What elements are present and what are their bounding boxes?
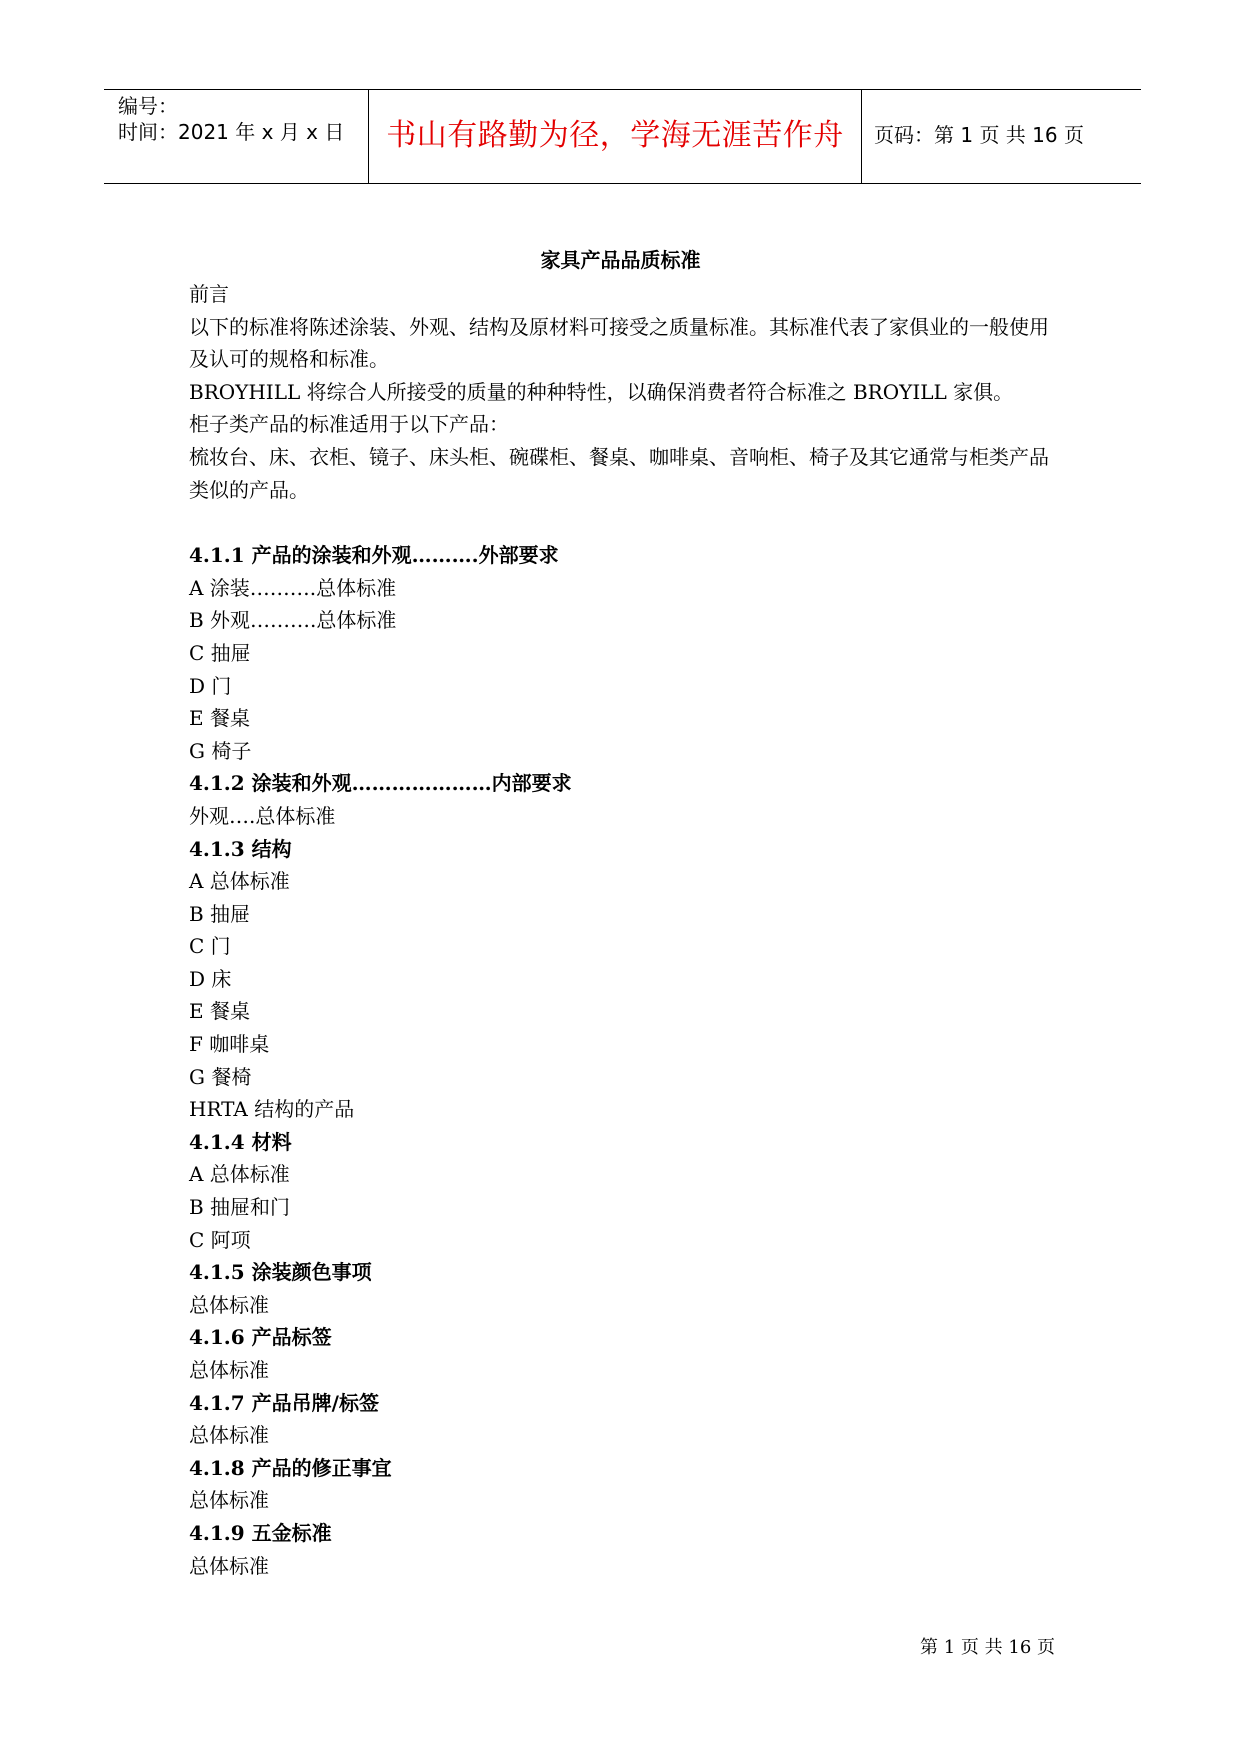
section-item: B 外观……….总体标准 — [189, 608, 397, 633]
section-item: 总体标准 — [189, 1488, 269, 1513]
section-item: A 涂装……….总体标准 — [189, 575, 397, 600]
section-item: C 阿项 — [189, 1227, 251, 1252]
preface-heading: 前言 — [189, 282, 229, 306]
header-meta-cell — [104, 90, 369, 183]
section-item: E 餐桌 — [189, 706, 250, 731]
section-heading: 4.1.6 产品标签 — [189, 1325, 332, 1350]
section-item: A 总体标准 — [189, 1162, 290, 1187]
section-heading: 4.1.5 涂装颜色事项 — [189, 1260, 372, 1285]
section-heading: 4.1.9 五金标准 — [189, 1520, 332, 1545]
document-body — [189, 278, 1059, 1582]
section-heading: 4.1.2 涂装和外观…………………内部要求 — [189, 771, 572, 796]
section-item: A 总体标准 — [189, 869, 290, 894]
section-item: B 抽屉 — [189, 901, 251, 926]
section-heading: 4.1.7 产品吊牌/标签 — [189, 1390, 379, 1415]
broyhill-paragraph: BROYHILL 将综合人所接受的质量的种种特性，以确保消费者符合标准之 BROYILL 家俱。 — [189, 379, 1014, 404]
scope-paragraph: 柜子类产品的标准适用于以下产品： — [189, 412, 509, 437]
outline-sections — [189, 539, 1059, 1582]
footer-page-number: 第 1 页 共 16 页 — [920, 1637, 1055, 1658]
header-motto-cell — [369, 90, 862, 183]
product-list-paragraph: 梳妆台、床、衣柜、镜子、床头柜、碗碟柜、餐桌、咖啡桌、音响柜、椅子及其它通常与柜类产品类似的产品。 — [189, 444, 1049, 502]
section-item: G 餐椅 — [189, 1064, 252, 1089]
section-item: E 餐桌 — [189, 999, 250, 1024]
section-heading: 4.1.8 产品的修正事宜 — [189, 1455, 392, 1480]
section-heading: 4.1.1 产品的涂装和外观……….外部要求 — [189, 543, 559, 568]
section-heading: 4.1.3 结构 — [189, 836, 292, 861]
document-title: 家具产品品质标准 — [540, 248, 701, 272]
header-table — [104, 89, 1141, 184]
motto-text: 书山有路勤为径，学海无涯苦作舟 — [386, 118, 844, 153]
date-label: 时间：2021 年 x 月 x 日 — [118, 120, 345, 144]
section-item: C 抽屉 — [189, 640, 251, 665]
serial-number-label: 编号： — [118, 94, 178, 118]
section-item: 总体标准 — [189, 1553, 269, 1578]
section-heading: 4.1.4 材料 — [189, 1129, 292, 1154]
header-page-info: 页码：第 1 页 共 16 页 — [874, 123, 1084, 147]
section-item: D 门 — [189, 673, 232, 698]
section-item: F 咖啡桌 — [189, 1032, 270, 1057]
section-item: C 门 — [189, 934, 231, 959]
section-item: 总体标准 — [189, 1292, 269, 1317]
section-item: HRTA 结构的产品 — [189, 1097, 355, 1122]
section-item: D 床 — [189, 966, 232, 991]
section-item: G 椅子 — [189, 738, 252, 763]
spacer — [189, 506, 1059, 539]
header-page-cell — [862, 90, 1141, 183]
section-item: B 抽屉和门 — [189, 1195, 291, 1220]
section-item: 外观….总体标准 — [189, 803, 336, 828]
section-item: 总体标准 — [189, 1423, 269, 1448]
intro-paragraph: 以下的标准将陈述涂装、外观、结构及原材料可接受之质量标准。其标准代表了家俱业的一般使用及认可的规格和标准。 — [189, 314, 1049, 372]
section-item: 总体标准 — [189, 1358, 269, 1382]
